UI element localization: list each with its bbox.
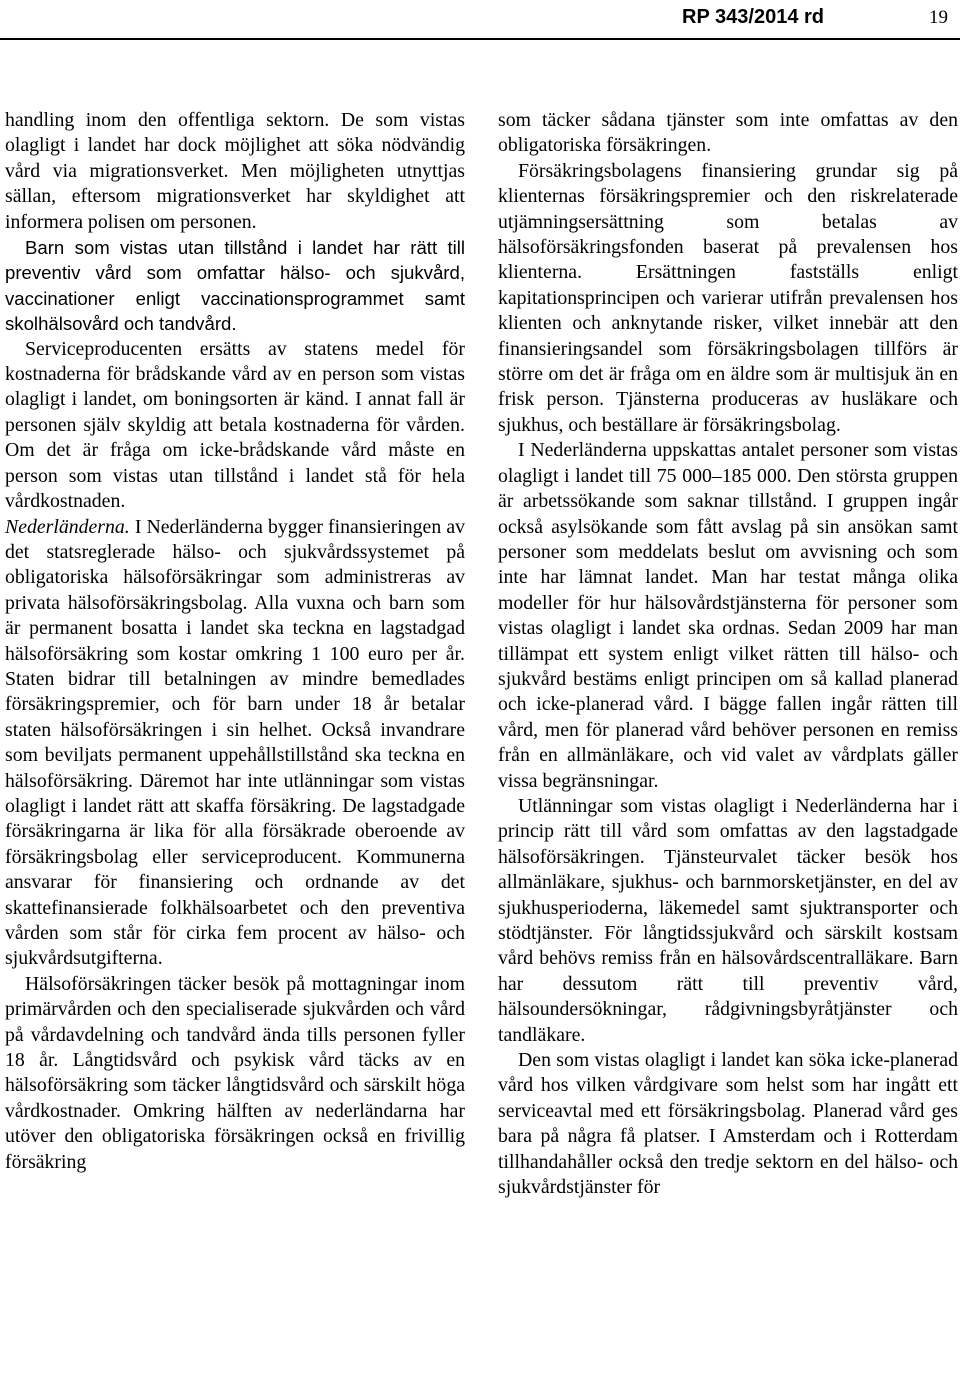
paragraph: [5, 515, 465, 972]
paragraph: Försäkringsbolagens finansiering grundar sig på klienternas försäkringspremier och den riskrelaterade utjämningsersättning som betalas av hälsoförsäkringsfonden baserat på prevalensen hos klienterna. Ersättningen fastställs enligt kapitationsprincipen och varierar utifrån prevalensen hos klienten och anknytande risker, vilket innebär att den finansieringsandel som försäkringsbolagen tillförs är större om det är fråga om en äldre som är multisjuk än en frisk person. Tjänsterna produceras av husläkare och sjukhus, och beställare är försäkringsbolag.: [498, 159, 958, 436]
paragraph: Barn som vistas utan tillstånd i landet har rätt till preventiv vård som omfattar hälso- och sjukvård, vaccinationer enligt vaccinationsprogrammet samt skolhälsovård och tandvård.: [5, 237, 465, 335]
page-header: [0, 0, 960, 30]
paragraph: Hälsoförsäkringen täcker besök på mottagningar inom primärvården och den specialiserade sjukvården och vård på vårdavdelning och tandvård ända tills personen fyller 18 år. Långtidsvård och psykisk vård täcks av en hälsoförsäkring som täcker långtidsvård och särskilt höga vårdkostnader. Omkring hälften av nederländarna har utöver den obligatoriska försäkringen också en frivillig försäkring: [5, 972, 465, 1173]
paragraph: Den som vistas olagligt i landet kan söka icke-planerad vård hos vilken vårdgivare som helst som har ingått ett serviceavtal med ett försäkringsbolag. Planerad vård ges bara på några få platser. I Amsterdam och i Rotterdam tillhandahåller också den tredje sektorn en del hälso- och sjukvårdstjänster för: [498, 1049, 958, 1199]
left-column: [5, 108, 465, 1175]
paragraph: Serviceproducenten ersätts av statens medel för kostnaderna för brådskande vård av en person som vistas olagligt i landet, om boningsorten är känd. I annat fall är personen själv skyldig att betala kostnaderna för vården. Om det är fråga om icke-brådskande vård måste en person som vistas utan tillstånd i landet stå för hela vårdkostnaden.: [5, 337, 465, 513]
page-number: 19: [929, 7, 948, 28]
paragraph-text: I Nederländerna bygger finansieringen av det statsreglerade hälso- och sjukvårdssystemet på obligatoriska hälsoförsäkringar som administreras av privata hälsoförsäkringsbolag. Alla vuxna och barn som är permanent bosatta i landet ska teckna en lagstadgad hälsoförsäkring som kostar omkring 1 100 euro per år. Staten bidrar till betalningen av mindre bemedlades försäkringspremier, och för barn under 18 år betalar staten hälsoförsäkringen i sin helhet. Också invandrare som beviljats permanent uppehållstillstånd ska teckna en hälsoförsäkring. Däremot har inte utlänningar som vistas olagligt i landet rätt att skaffa försäkring. De lagstadgade försäkringarna är lika för alla försäkrade oberoende av försäkringsbolag eller serviceproducent. Kommunerna ansvarar för finansiering och ordnande av det skattefinansierade folkhälsoarbetet och den preventiva vården som står för cirka fem procent av hälso- och sjukvårdsutgifterna.: [5, 515, 465, 970]
right-column: [498, 108, 958, 1200]
document-id: RP 343/2014 rd: [682, 6, 824, 28]
section-heading: Nederländerna.: [5, 515, 130, 538]
paragraph: handling inom den offentliga sektorn. De som vistas olagligt i landet har dock möjlighet att söka nödvändig vård via migrationsverket. Men möjligheten utnyttjas sällan, eftersom migrationsverket har skyldighet att informera polisen om personen.: [5, 109, 465, 233]
paragraph: Utlänningar som vistas olagligt i Nederländerna har i princip rätt till vård som omfattas av den lagstadgade hälsoförsäkringen. Tjänsteurvalet täcker besök hos allmänläkare, sjukhus- och barnmorsketjänster, en del av sjukhusperioderna, läkemedel samt sjuktransporter och stödtjänster. För långtidssjukvård och särskilt kostsam vård behövs remiss från en hälsovårdscentralläkare. Barn har dessutom rätt till preventiv vård, hälsoundersökningar, rådgivningsbyråtjänster och tandläkare.: [498, 794, 958, 1046]
header-rule: [0, 38, 960, 40]
paragraph: som täcker sådana tjänster som inte omfattas av den obligatoriska försäkringen.: [498, 109, 958, 157]
paragraph: I Nederländerna uppskattas antalet personer som vistas olagligt i landet till 75 000–185 000. Den största gruppen är arbetssökande som saknar tillstånd. I gruppen ingår också asylsökande som fått avslag på sin ansökan samt personer som meddelats beslut om avvisning och som inte har lämnat landet. Man har testat många olika modeller för hur hälsovårdstjänsterna för personer som vistas olagligt i landet ska ordnas. Sedan 2009 har man tillämpat ett system enligt vilket rätten till hälso- och sjukvård bestäms enligt principen om så kallad planerad och icke-planerad vård. I bägge fallen ingår rätten till vård, men för planerad vård behöver personen en remiss från en allmänläkare, och vid valet av vårdplats gäller vissa begränsningar.: [498, 439, 958, 792]
